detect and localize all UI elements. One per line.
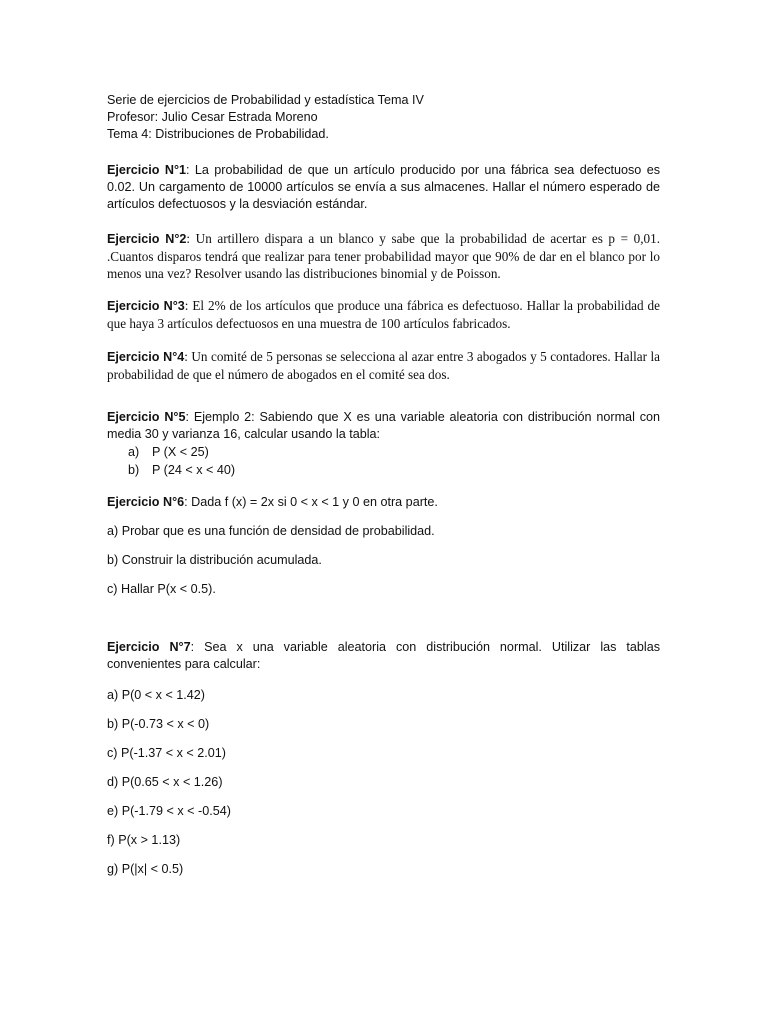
header-professor: Profesor: Julio Cesar Estrada Moreno <box>107 110 318 124</box>
exercise-6-text: : Dada f (x) = 2x si 0 < x < 1 y 0 en otra parte. <box>184 495 438 509</box>
exercise-4-label: Ejercicio N°4 <box>107 350 185 364</box>
header-title: Serie de ejercicios de Probabilidad y estadística Tema IV <box>107 93 424 107</box>
exercise-7-item-d: d) P(0.65 < x < 1.26) <box>107 775 223 789</box>
exercise-5-label: Ejercicio N°5 <box>107 410 186 424</box>
exercise-7-item-g: g) P(|x| < 0.5) <box>107 862 184 876</box>
exercise-4-text: : Un comité de 5 personas se selecciona al azar entre 3 abogados y 5 contadores. Hallar la probabilidad de que el número de abogados en el comité sea dos. <box>107 349 660 382</box>
exercise-6-item-b: b) Construir la distribución acumulada. <box>107 553 322 567</box>
exercise-7-item-c: c) P(-1.37 < x < 2.01) <box>107 746 226 760</box>
exercise-2 <box>107 230 660 282</box>
list-item-text: P (X < 25) <box>152 445 209 459</box>
exercise-5-item-a <box>128 444 209 461</box>
list-item-text: P (24 < x < 40) <box>152 463 236 477</box>
exercise-7-label: Ejercicio N°7 <box>107 640 191 654</box>
exercise-7-item-a: a) P(0 < x < 1.42) <box>107 688 206 702</box>
exercise-2-text: : Un artillero dispara a un blanco y sabe que la probabilidad de acertar es p = 0,01. .Cuantos disparos tendrá que realizar para tener probabilidad mayor que 90% de dar en el blanco por lo menos una vez? Resolver usando las distribuciones binomial y de Poisson. <box>107 231 660 281</box>
exercise-6-item-a: a) Probar que es una función de densidad de probabilidad. <box>107 524 435 538</box>
exercise-5 <box>107 409 660 443</box>
exercise-7-item-f: f) P(x > 1.13) <box>107 833 181 847</box>
exercise-5-item-b <box>128 462 235 479</box>
exercise-7-item-b: b) P(-0.73 < x < 0) <box>107 717 210 731</box>
exercise-6-label: Ejercicio N°6 <box>107 495 185 509</box>
exercise-1-text: : La probabilidad de que un artículo producido por una fábrica sea defectuoso es 0.02. Un cargamento de 10000 artículos se envía a sus almacenes. Hallar el número esperado de artículos defectuosos y la desviación estándar. <box>107 163 660 211</box>
exercise-7-item-e: e) P(-1.79 < x < -0.54) <box>107 804 231 818</box>
exercise-4 <box>107 348 660 383</box>
exercise-6 <box>107 494 660 511</box>
exercise-5-text: : Ejemplo 2: Sabiendo que X es una variable aleatoria con distribución normal con media 30 y varianza 16, calcular usando la tabla: <box>107 410 661 441</box>
list-marker: b) <box>128 463 140 477</box>
list-marker: a) <box>128 445 140 459</box>
exercise-7 <box>107 639 660 673</box>
exercise-2-label: Ejercicio N°2 <box>107 232 187 246</box>
exercise-6-item-c: c) Hallar P(x < 0.5). <box>107 582 216 596</box>
exercise-1 <box>107 162 660 213</box>
exercise-1-label: Ejercicio N°1 <box>107 163 187 177</box>
exercise-7-text: : Sea x una variable aleatoria con distribución normal. Utilizar las tablas convenientes para calcular: <box>107 640 660 671</box>
exercise-3-text: : El 2% de los artículos que produce una fábrica es defectuoso. Hallar la probabilidad de que haya 3 artículos defectuosos en una muestra de 100 artículos fabricados. <box>107 298 660 331</box>
header-topic: Tema 4: Distribuciones de Probabilidad. <box>107 127 329 141</box>
exercise-3 <box>107 297 660 332</box>
exercise-3-label: Ejercicio N°3 <box>107 299 185 313</box>
